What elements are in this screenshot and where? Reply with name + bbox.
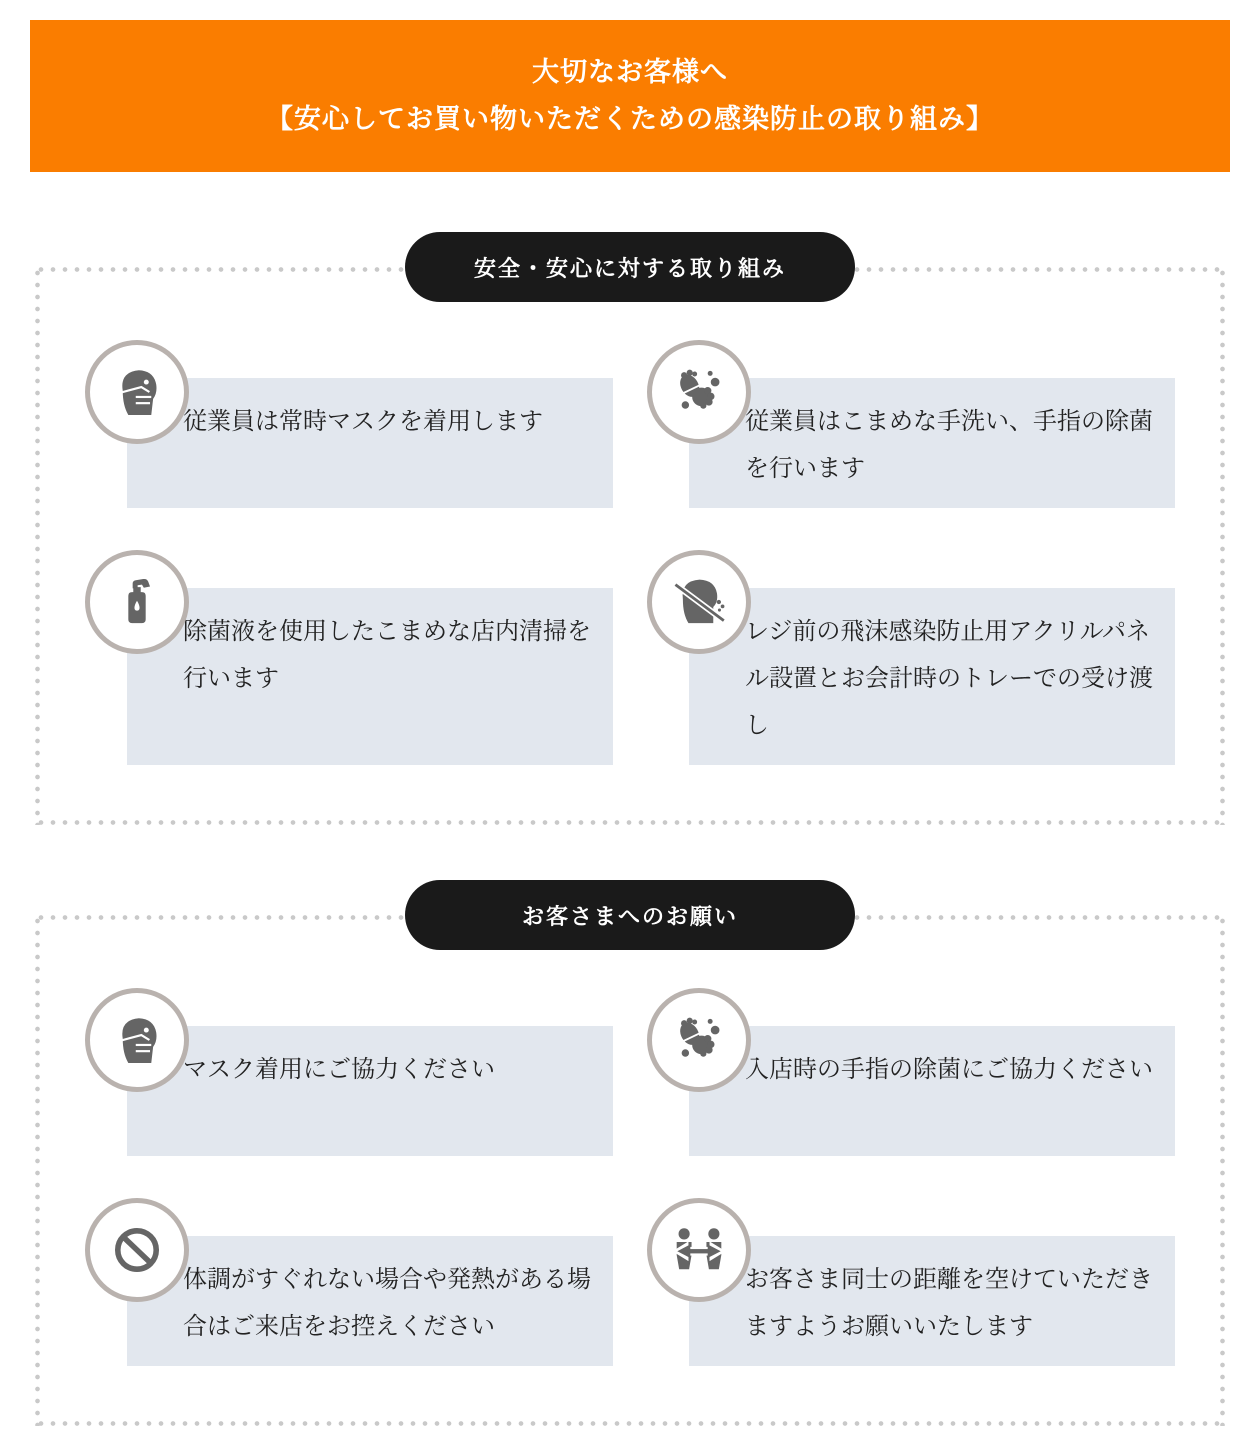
- measures-grid: [85, 340, 1175, 765]
- banner-subtitle: 【安心してお買い物いただくための感染防止の取り組み】: [266, 104, 994, 134]
- request-text: 体調がすぐれない場合や発熱がある場合はご来店をお控えください: [127, 1236, 613, 1366]
- section-title: お客さまへのお願い: [521, 903, 738, 929]
- mask-face-icon: [106, 361, 168, 423]
- measure-text: レジ前の飛沫感染防止用アクリルパネル設置とお会計時のトレーでの受け渡し: [689, 588, 1175, 765]
- measure-item: [85, 340, 613, 508]
- droplet-guard-icon: [668, 571, 730, 633]
- icon-circle: [647, 340, 751, 444]
- measure-item: [647, 340, 1175, 508]
- measure-text: 従業員は常時マスクを着用します: [127, 378, 613, 508]
- request-item: [85, 1198, 613, 1366]
- icon-circle: [85, 1198, 189, 1302]
- request-item: [85, 988, 613, 1156]
- icon-circle: [85, 550, 189, 654]
- icon-circle: [647, 1198, 751, 1302]
- banner-title: 大切なお客様へ: [532, 57, 728, 87]
- request-text: お客さま同士の距離を空けていただきますようお願いいたします: [689, 1236, 1175, 1366]
- section-customer-requests: [35, 903, 1225, 1426]
- section-title-pill: [405, 232, 855, 302]
- section-safety-measures: [35, 255, 1225, 825]
- measure-text: 従業員はこまめな手洗い、手指の除菌を行います: [689, 378, 1175, 508]
- mask-face-icon: [106, 1009, 168, 1071]
- measure-item: [85, 550, 613, 765]
- request-text: マスク着用にご協力ください: [127, 1026, 613, 1156]
- icon-circle: [85, 340, 189, 444]
- request-item: [647, 988, 1175, 1156]
- hand-wash-icon: [668, 1009, 730, 1071]
- measure-text: 除菌液を使用したこまめな店内清掃を行います: [127, 588, 613, 765]
- no-entry-icon: [106, 1219, 168, 1281]
- icon-circle: [85, 988, 189, 1092]
- notice-banner: [30, 20, 1230, 172]
- icon-circle: [647, 550, 751, 654]
- icon-circle: [647, 988, 751, 1092]
- measure-item: [647, 550, 1175, 765]
- requests-grid: [85, 988, 1175, 1366]
- social-distance-icon: [668, 1219, 730, 1281]
- request-text: 入店時の手指の除菌にご協力ください: [689, 1026, 1175, 1156]
- section-title-pill: [405, 880, 855, 950]
- request-item: [647, 1198, 1175, 1366]
- sanitizer-bottle-icon: [106, 571, 168, 633]
- hand-wash-icon: [668, 361, 730, 423]
- section-title: 安全・安心に対する取り組み: [473, 255, 786, 281]
